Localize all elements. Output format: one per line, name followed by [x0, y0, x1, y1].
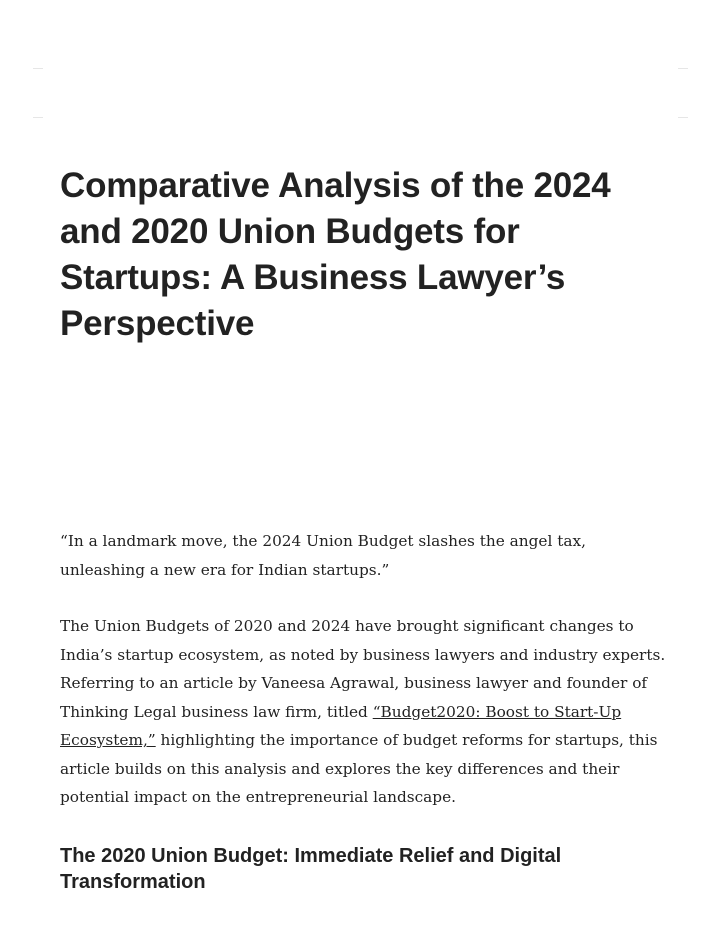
intro-text-after-link: highlighting the importance of budget reforms for startups, this article builds on this analysis and explores the key differences and their potential impact on the entrepreneurial landscape.: [60, 731, 658, 806]
article-pull-quote: “In a landmark move, the 2024 Union Budget slashes the angel tax, unleashing a new era for Indian startups.”: [60, 532, 586, 579]
budget2020-article-link[interactable]: “Budget2020: Boost to Start-Up Ecosystem,”: [60, 702, 622, 749]
page-corner-mark: [678, 117, 688, 118]
intro-text-before-link: The Union Budgets of 2020 and 2024 have brought significant changes to India’s startup ecosystem, as noted by business lawyers and industry experts. Referring to an article by Vaneesa Agrawal, business lawyer and founder of Thinking Legal business law firm, titled: [60, 617, 666, 721]
section-heading: The 2020 Union Budget: Immediate Relief and Digital Transformation: [60, 845, 562, 893]
page-corner-mark: [33, 117, 43, 118]
page-corner-mark: [33, 68, 43, 69]
article-intro-paragraph: [60, 612, 670, 812]
page-corner-mark: [678, 68, 688, 69]
article-title: Comparative Analysis of the 2024 and 2020 Union Budgets for Startups: A Business Lawyer’s Perspective: [60, 166, 611, 343]
